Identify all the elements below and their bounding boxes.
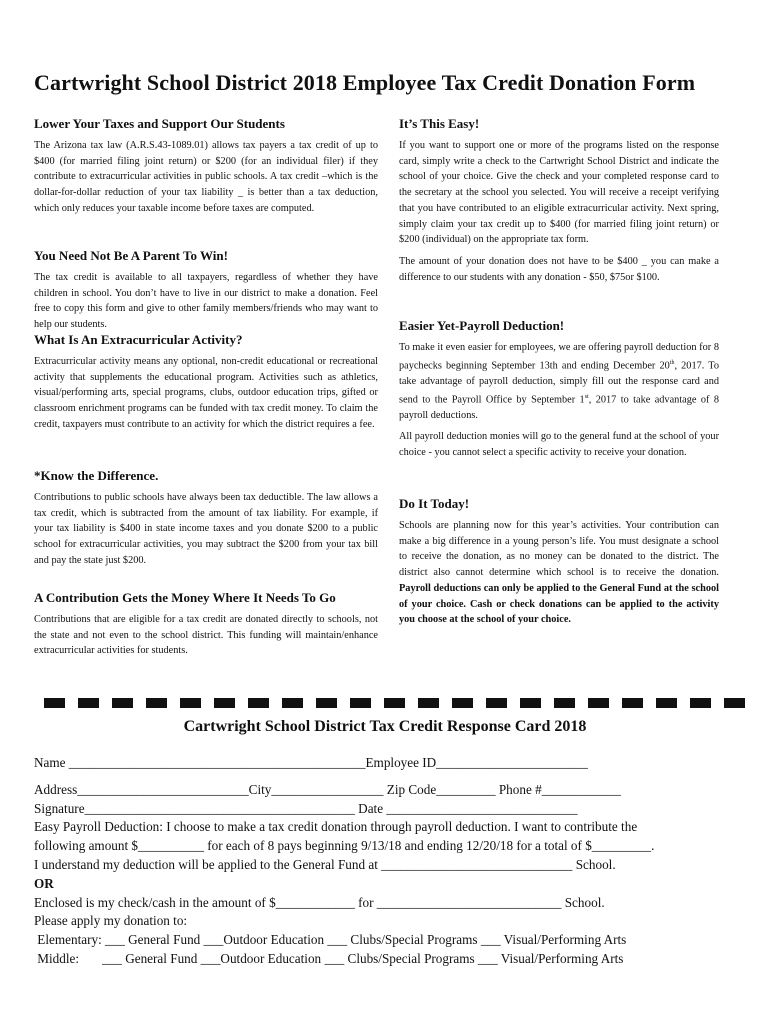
section-body: The tax credit is available to all taxpayers, regardless of whether they have children in school. You don’t have to live in our district to make a donation. Feel free to copy this form and give to other family members/friends who may want to help our students. — [34, 272, 378, 331]
section-heading: Lower Your Taxes and Support Our Students — [34, 116, 285, 131]
elementary-options-line[interactable]: Elementary: ___ General Fund ___Outdoor Education ___ Clubs/Special Programs ___ Visual/Performing Arts — [34, 932, 627, 948]
payroll-statement-line-1: Easy Payroll Deduction: I choose to make a tax credit donation through payroll deduction. I want to contribute the — [34, 819, 638, 835]
section-payroll-deduction — [399, 318, 719, 461]
section-heading: Do It Today! — [399, 496, 470, 511]
section-body: Extracurricular activity means any optional, non-credit educational or recreational activity that supplements the educational program. Activities such as athletics, visual/performing arts, special programs, clubs, outdoor education trips, gifted or classroom enrichment programs can be funded with tax credit money. To claim the credit, taxpayers must contribute to an activity for which the district requires a fee. — [34, 356, 378, 430]
payroll-school-line[interactable]: I understand my deduction will be applied to the General Fund at _____________________________ School. — [34, 856, 616, 872]
section-contribution — [34, 590, 378, 659]
section-heading: Easier Yet-Payroll Deduction! — [399, 318, 565, 333]
signature-field-line[interactable]: Signature_________________________________________ Date _____________________________ — [34, 800, 578, 816]
section-body: If you want to support one or more of the programs listed on the response card, simply write a check to the Cartwright School District and indicate the school of your choice. Give the check and your completed response card to the secretary at the school you selected. You will receive a receipt verifying that you have contributed to an eligible extracurricular activity. Next spring, simply claim your tax credit up to $400 (for married filing joint return) or $200 (individual) on the appropriate tax form. — [399, 140, 719, 246]
section-heading: You Need Not Be A Parent To Win! — [34, 248, 228, 263]
form-title: Cartwright School District 2018 Employee Tax Credit Donation Form — [34, 70, 696, 95]
response-card-title: Cartwright School District Tax Credit Response Card 2018 — [183, 718, 587, 735]
section-body: Contributions to public schools have always been tax deductible. The law allows a tax credit, which is subtracted from the amount of tax liability. For example, if your tax liability is $400 in state income taxes and you donate $200 to a public school for extracurricular activities, you may subtract the $200 from your tax bill and pay the state just $200. — [34, 492, 378, 566]
section-body: Schools are planning now for this year’s activities. Your contribution can make a big difference in a young person’s life. You must designate a school to receive the donation, as no money can be donated to the district. The district also cannot determine which school is to receive the donation. Payroll deductions can only be applied to the General Fund at the school of your choice. Cash or check donations can be applied to the activity you choose at the school of your choice. — [399, 520, 719, 626]
section-heading: A Contribution Gets the Money Where It Needs To Go — [34, 590, 336, 605]
or-separator: OR — [34, 875, 54, 891]
section-need-not-be-parent — [34, 248, 378, 333]
payroll-amount-line[interactable]: following amount $__________ for each of 8 pays beginning 9/13/18 and ending 12/20/18 for a total of $_________. — [34, 838, 655, 854]
section-lower-taxes — [34, 116, 378, 217]
address-field-line[interactable]: Address__________________________City_________________ Zip Code_________ Phone #____________ — [34, 781, 621, 797]
section-body: The Arizona tax law (A.R.S.43-1089.01) allows tax payers a tax credit of up to $400 (for married filing joint return) or $200 (for an individual filer) if they contribute to extracurricular activities in public schools. A tax credit –which is the dollar-for-dollar reduction of your tax liability _ is better than a tax deduction, which only reduces your taxable income before taxes are computed. — [34, 140, 378, 214]
section-heading: It’s This Easy! — [399, 116, 480, 131]
section-body-2: All payroll deduction monies will go to the general fund at the school of your choice - you cannot select a specific activity to receive your donation. — [399, 431, 719, 459]
section-do-it-today — [399, 496, 719, 628]
apply-donation-label: Please apply my donation to: — [34, 913, 188, 929]
name-field-line[interactable]: Name _____________________________________________Employee ID_______________________ — [34, 755, 588, 770]
section-heading: What Is An Extracurricular Activity? — [34, 332, 243, 347]
section-its-easy — [399, 116, 719, 285]
cut-line-divider — [44, 698, 750, 708]
enclosed-check-line[interactable]: Enclosed is my check/cash in the amount of $____________ for ____________________________ School. — [34, 894, 605, 910]
section-heading: *Know the Difference. — [34, 468, 159, 483]
section-body: Contributions that are eligible for a tax credit are donated directly to schools, not the state and not even to the school district. This funding will maintain/enhance extracurricular activities for students. — [34, 614, 378, 657]
response-card — [34, 754, 734, 969]
section-know-difference — [34, 468, 378, 569]
section-body-2: The amount of your donation does not have to be $400 _ you can make a difference to our students with any donation - $50, $75or $100. — [399, 255, 719, 283]
section-body: To make it even easier for employees, we are offering payroll deduction for 8 paychecks beginning September 13th and ending December 20th, 2017. To take advantage of payroll deduction, simply fill out the response card and send to the Payroll Office by September 1st, 2017 to take advantage of 8 payroll deductions. — [399, 342, 719, 421]
middle-options-line[interactable]: Middle: ___ General Fund ___Outdoor Education ___ Clubs/Special Programs ___ Visual/Performing Arts — [34, 950, 624, 966]
section-extracurricular — [34, 332, 378, 433]
